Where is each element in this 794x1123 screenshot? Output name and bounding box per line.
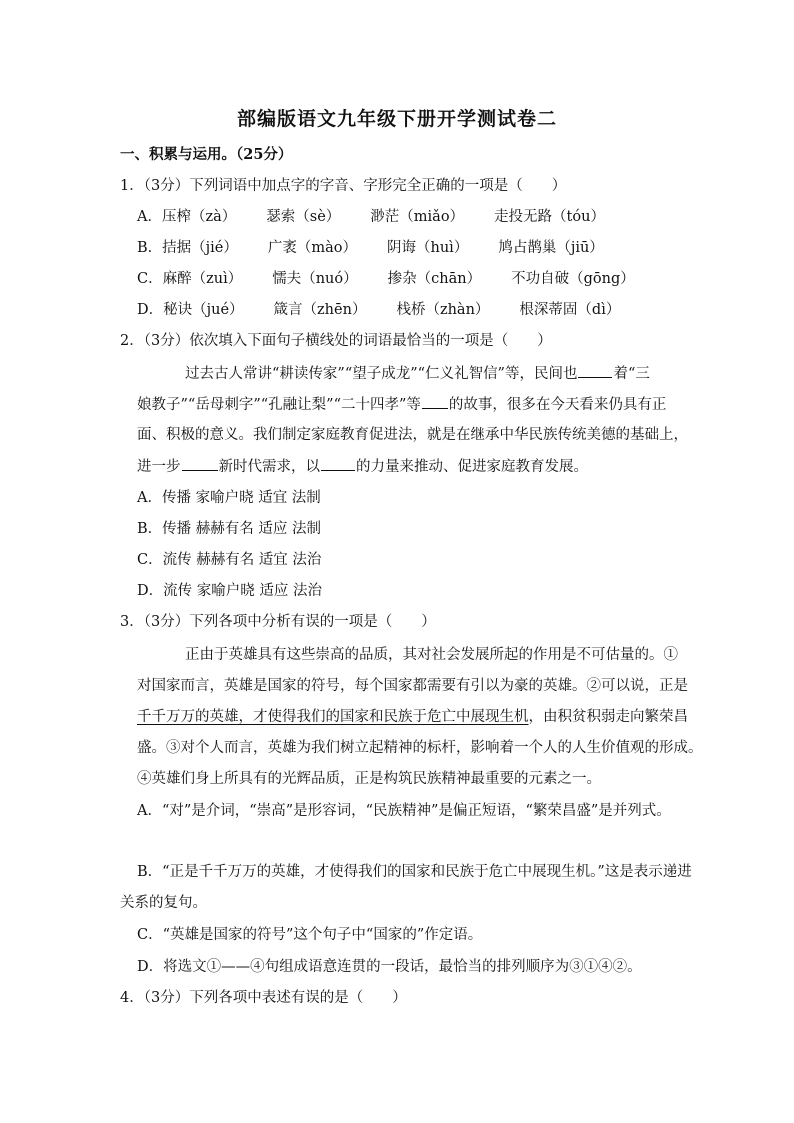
question-2-stem: 2．（3分）依次填入下面句子横线处的词语最恰当的一项是（ ） xyxy=(120,333,552,349)
q3-passage-line-2: 对国家而言，英雄是国家的符号，每个国家都需要有引以为豪的英雄。②可以说，正是 xyxy=(137,678,688,694)
q2-passage-line-3: 面、积极的意义。我们制定家庭教育促进法，就是在继承中华民族传统美德的基础上， xyxy=(137,427,688,443)
q1-a-word-3: 渺茫（miǎo） xyxy=(370,209,465,225)
section-heading: 一、积累与运用。（25分） xyxy=(120,146,293,163)
q1-option-c xyxy=(137,269,665,289)
q2-passage-text: 的力量来推动、促进家庭教育发展。 xyxy=(356,459,588,475)
q2-passage-text: 娘教子”“岳母刺字”“孔融让梨”“二十四孝”等 xyxy=(137,397,421,413)
q2-passage-text: 新时代需求，以 xyxy=(218,459,320,475)
q1-c-word-1: C．麻醉（zuì） xyxy=(137,271,243,287)
q2-passage-line-1 xyxy=(185,363,650,384)
q1-d-word-4: 根深蒂固（dì） xyxy=(519,302,621,318)
q3-option-b: B．“正是千千万万的英雄，才使得我们的国家和民族于危亡中展现生机。”这是表示递进 xyxy=(137,864,692,880)
q1-b-word-3: 阴诲（huì） xyxy=(387,240,469,256)
q2-passage-line-4 xyxy=(137,456,677,477)
q1-b-word-1: B．拮据（jié） xyxy=(137,240,238,256)
question-1-stem: 1．（3分）下列词语中加点字的字音、字形完全正确的一项是（ ） xyxy=(120,178,567,194)
q1-c-word-3: 掺杂（chān） xyxy=(387,271,482,287)
q2-passage-text: 进一步 xyxy=(137,459,181,475)
q3-passage-line-4: 盛。③对个人而言，英雄为我们树立起精神的标杆，影响着一个人的人生价值观的形成。 xyxy=(137,740,703,756)
q2-passage-text: 的故事，很多在今天看来仍具有正 xyxy=(448,397,667,413)
answer-blank[interactable] xyxy=(321,456,355,471)
q1-option-b xyxy=(137,238,634,258)
question-3-stem: 3．（3分）下列各项中分析有误的一项是（ ） xyxy=(120,614,436,630)
q1-d-word-2: 箴言（zhēn） xyxy=(273,302,367,318)
underlined-sentence: 千千万万的英雄，才使得我们的国家和民族于危亡中展现生机 xyxy=(137,709,529,725)
q3-passage-text: ，由积贫积弱走向繁荣昌 xyxy=(528,709,688,725)
question-4-stem: 4．（3分）下列各项中表述有误的是（ ） xyxy=(120,990,407,1006)
q1-c-word-4: 不功自破（gōng） xyxy=(511,271,635,287)
q1-d-word-3: 栈桥（zhàn） xyxy=(396,302,490,318)
q3-option-d: D．将选文①——④句组成语意连贯的一段话，最恰当的排列顺序为③①④②。 xyxy=(137,959,642,975)
q3-option-b-continued: 关系的复句。 xyxy=(120,895,207,911)
q2-option-c: C．流传 赫赫有名 适宜 法治 xyxy=(137,552,322,568)
answer-blank[interactable] xyxy=(182,456,218,471)
q3-passage-line-3 xyxy=(137,707,688,727)
q3-option-a: A．“对”是介词，“崇高”是形容词，“民族精神”是偏正短语，“繁荣昌盛”是并列式。 xyxy=(137,803,671,819)
q1-option-a xyxy=(137,207,635,227)
q2-passage-line-2 xyxy=(137,394,677,415)
q2-option-b: B．传播 赫赫有名 适应 法制 xyxy=(137,521,321,537)
q2-option-a: A．传播 家喻户晓 适宜 法制 xyxy=(137,490,321,506)
q1-b-word-2: 广袤（mào） xyxy=(267,240,357,256)
q1-b-word-4: 鸠占鹊巢（jiū） xyxy=(498,240,604,256)
q1-d-word-1: D．秘诀（jué） xyxy=(137,302,244,318)
exam-title: 部编版语文九年级下册开学测试卷二 xyxy=(236,108,557,130)
q1-a-word-4: 走投无路（tóu） xyxy=(494,209,605,225)
q3-passage-line-5: ④英雄们身上所具有的光辉品质，正是构筑民族精神最重要的元素之一。 xyxy=(137,771,601,787)
answer-blank[interactable] xyxy=(422,394,448,409)
answer-blank[interactable] xyxy=(578,363,612,378)
q2-passage-text: 过去古人常讲“耕读传家”“望子成龙”“仁义礼智信”等，民间也 xyxy=(185,366,578,382)
q3-option-c: C．“英雄是国家的符号”这个句子中“国家的”作定语。 xyxy=(137,927,483,943)
q3-passage-line-1: 正由于英雄具有这些崇高的品质，其对社会发展所起的作用是不可估量的。① xyxy=(185,647,678,663)
q2-passage-text: 着“三 xyxy=(613,366,650,382)
q1-c-word-2: 懦夫（nuó） xyxy=(272,271,358,287)
q1-option-d xyxy=(137,300,650,320)
q2-option-d: D．流传 家喻户晓 适应 法治 xyxy=(137,583,322,599)
q1-a-word-2: 瑟索（sè） xyxy=(266,209,341,225)
q1-a-word-1: A．压榨（zà） xyxy=(137,209,237,225)
